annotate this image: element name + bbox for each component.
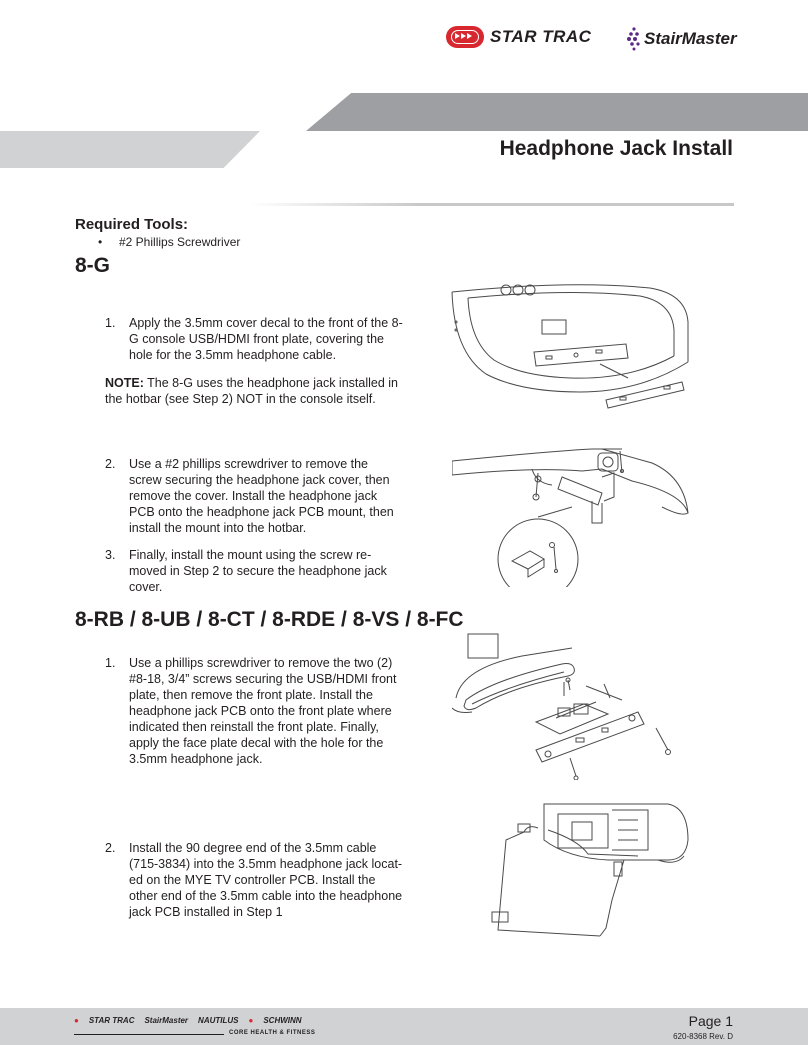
title-divider [250,203,734,206]
startrac-logo [446,25,614,51]
footer-tagline: CORE HEALTH & FITNESS [229,1030,316,1036]
footer-divider [74,1034,224,1035]
note-label: NOTE: [105,376,144,390]
bullet-icon: • [98,235,103,249]
footer-brand-logos: ● STAR TRAC StairMaster NAUTILUS ● SCHWINN [74,1016,302,1025]
startrac-badge-icon [446,26,484,48]
page-title: Headphone Jack Install [499,137,733,160]
page-number: Page 1 [688,1013,733,1029]
header-band-light [0,131,260,168]
footer-brand-schwinn: SCHWINN [263,1016,302,1025]
illustration-console-front-plate [450,282,690,410]
required-tools-heading: Required Tools: [75,216,189,233]
stairmaster-dots-icon [626,26,642,52]
document-number: 620-8368 Rev. D [673,1032,733,1041]
illustration-tv-controller-cable [488,800,690,942]
footer-brand-startrac: STAR TRAC [88,1016,135,1025]
header-band-dark [306,93,808,131]
note-text: The 8-G uses the headphone jack installed in the hotbar (see Step 2) NOT in the console itself. [105,376,398,406]
illustration-hotbar-mount [452,447,692,587]
startrac-wordmark: STAR TRAC [490,27,592,46]
section-heading-8g: 8-G [75,254,111,277]
note-8g [105,375,405,407]
footer-brand-nautilus: NAUTILUS [198,1016,239,1025]
stairmaster-wordmark: StairMaster [644,29,737,48]
stairmaster-logo [626,24,756,54]
section-heading-8rb: 8-RB / 8-UB / 8-CT / 8-RDE / 8-VS / 8-FC [75,608,464,631]
footer-brand-stairmaster: StairMaster [144,1016,189,1025]
illustration-usb-hdmi-front-plate [452,628,692,780]
